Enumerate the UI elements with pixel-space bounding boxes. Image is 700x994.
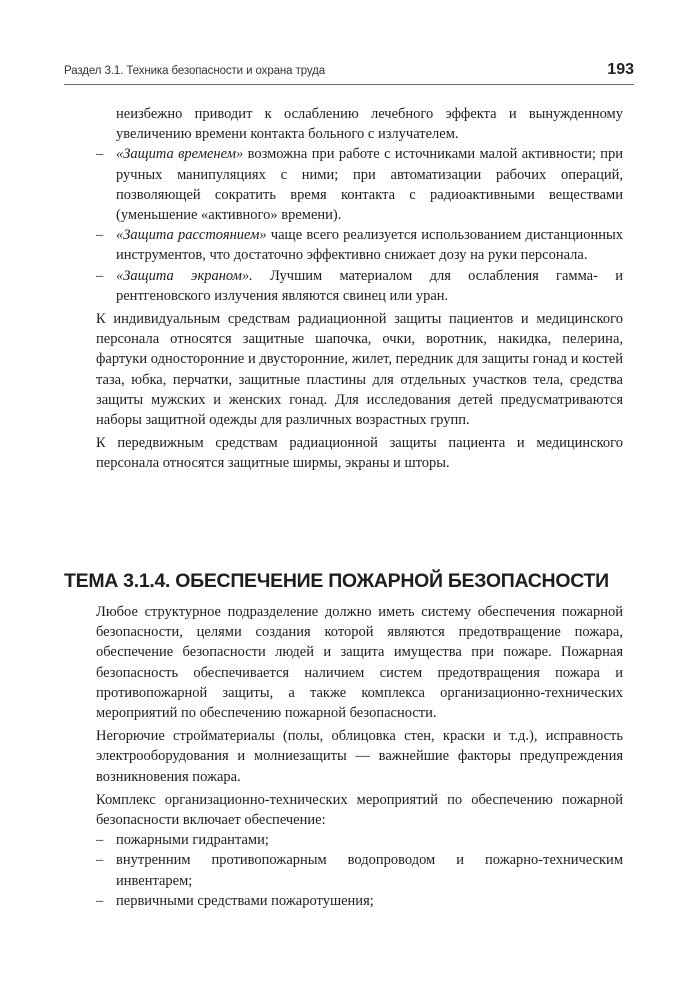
list-item-distance-protection xyxy=(96,225,623,265)
dash-marker: – xyxy=(96,852,104,869)
paragraph-individual-protection: К индивидуальным средствам радиационной защиты пациентов и медицинского персонала относятся защитные шапочка, очки, воротник, накидка, пелерина, фартуки односторонние и двусторонние, жилет, передник для защиты гонад и костей таза, юбка, перчатки, защитные пластины для отдельных участков тела, средства защиты мужских и женских гонад. Для исследования детей предусматриваются наборы защитной одежды для различных возрастных групп. xyxy=(96,311,623,429)
list-item-text: первичными средствами пожаротушения; xyxy=(116,892,374,909)
list-item-text: Лучшим материалом для ослабления гамма- и рентгеновского излучения являются свинец или уран. xyxy=(116,267,623,304)
paragraph-fire-prevention-factors: Негорючие стройматериалы (полы, облицовка стен, краски и т.д.), исправность электрооборудования и молниезащиты — важнейшие факторы предупреждения возникновения пожара. xyxy=(96,728,623,785)
dash-marker: – xyxy=(96,227,104,244)
list-item-water-supply xyxy=(96,850,623,890)
page-number: 193 xyxy=(607,61,634,78)
section-title: ТЕМА 3.1.4. ОБЕСПЕЧЕНИЕ ПОЖАРНОЙ БЕЗОПАСНОСТИ xyxy=(64,570,609,592)
continued-paragraph: неизбежно приводит к ослаблению лечебного эффекта и вынужденному увеличению времени контакта больного с излучателем. xyxy=(116,106,623,143)
list-item-extinguishers xyxy=(96,891,623,911)
dash-marker: – xyxy=(96,267,104,284)
list-item-term: «Защита временем» xyxy=(116,146,244,163)
list-item-hydrants xyxy=(96,830,623,850)
paragraph-measures-complex: Комплекс организационно-технических мероприятий по обеспечению пожарной безопасности включает обеспечение: xyxy=(96,791,623,829)
list-item-time-protection xyxy=(96,144,623,225)
list-item-text: пожарными гидрантами; xyxy=(116,832,269,849)
list-item-term: «Защита экраном». xyxy=(116,267,253,284)
dash-marker: – xyxy=(96,892,104,909)
list-item-text: внутренним противопожарным водопроводом и пожарно-техническим инвентарем; xyxy=(116,852,623,889)
paragraph-fire-safety-system: Любое структурное подразделение должно иметь систему обеспечения пожарной безопасности, целями создания которой являются предотвращение пожара, обеспечение безопасности людей и защита имущества при пожаре. Пожарная безопасность обеспечивается наличием систем предотвращения пожара и противопожарной защиты, а также комплекса организационно-технических мероприятий по обеспечению пожарной безопасности. xyxy=(96,604,623,722)
running-title: Раздел 3.1. Техника безопасности и охрана труда xyxy=(64,65,326,77)
running-header xyxy=(64,62,634,85)
list-item-screen-protection xyxy=(96,266,623,306)
list-item-text: чаще всего реализуется использованием дистанционных инструментов, что достаточно эффективно снижает дозу на руки персонала. xyxy=(116,227,623,264)
dash-marker: – xyxy=(96,146,104,163)
list-item-text: возможна при работе с источниками малой активности; при ручных манипуляциях с ними; при автоматизации рабочих операций, позволяющей сократить время контакта с радиоактивными веществами (уменьшение «активного» времени). xyxy=(116,146,623,224)
paragraph-mobile-protection: К передвижным средствам радиационной защиты пациента и медицинского персонала относятся защитные ширмы, экраны и шторы. xyxy=(96,435,623,472)
upper-text-block xyxy=(96,104,623,474)
dash-marker: – xyxy=(96,832,104,849)
list-item-term: «Защита расстоянием» xyxy=(116,227,267,244)
lower-text-block xyxy=(96,602,623,911)
